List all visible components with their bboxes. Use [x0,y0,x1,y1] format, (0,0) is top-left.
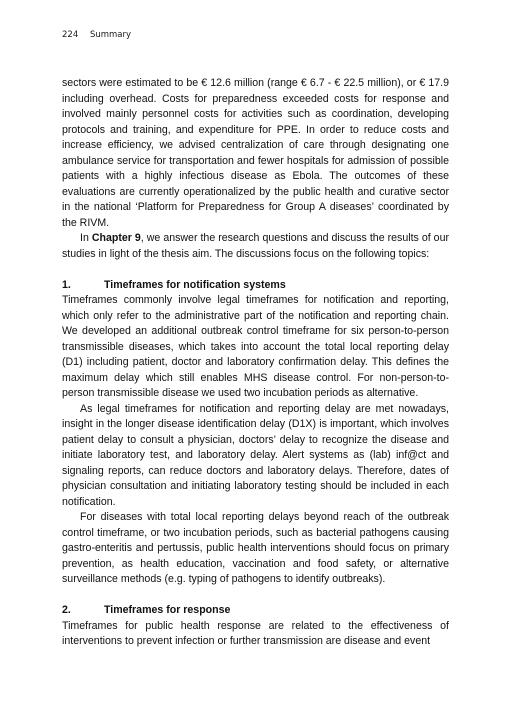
paragraph: Timeframes for public health response are related to the effectiveness of interventions to prevent infection or further transmission are disease and event [62,619,449,647]
paragraph-text: In [80,232,92,244]
paragraph: Timeframes commonly involve legal timeframes for notification and reporting, which only refer to the administrative part of the notification and reporting chain. We developed an additional outbreak control timeframe for six person-to-person transmissible diseases, which takes into account the total local reporting delay (D1) including patient, doctor and laboratory confirmation delay. This defines the maximum delay which still enables MHS disease control. For non-person-to-person transmissible disease we used two incubation periods as alternative. [62,294,449,399]
section-title: Summary [89,30,132,40]
heading-number: 2. [62,604,71,616]
running-header [62,30,131,40]
paragraph [62,231,449,262]
section-heading [62,278,449,294]
paragraph: For diseases with total local reporting delays beyond reach of the outbreak control timeframe, or two incubation periods, such as bacterial pathogens causing gastro-enteritis and pertussis, public health interventions should focus on primary prevention, as health education, vaccination and food safety, or alternative surveillance methods (e.g. typing of pathogens to identify outbreaks). [62,511,449,585]
paragraph: sectors were estimated to be € 12.6 million (range € 6.7 - € 22.5 million), or € 17.9 including overhead. Costs for preparedness exceeded costs for response and involved mainly personnel costs for activities such as coordination, developing protocols and training, and expenditure for PPE. In order to reduce costs and increase efficiency, we advised centralization of care through designating one ambulance service for transportation and fewer hospitals for admission of possible patients with a highly infectious disease as Ebola. The outcomes of these evaluations are currently operationalized by the public health and curative sector in the national ‘Platform for Preparedness for Group A diseases’ coordinated by the RIVM. [62,77,449,229]
page-number: 224 [62,30,79,40]
heading-title: Timeframes for notification systems [104,278,286,291]
body-text [62,76,449,650]
paragraph: As legal timeframes for notification and reporting delay are met nowadays, insight in the longer disease identification delay (D1X) is important, which involves patient delay to consult a physician, doctors’ delay to recognize the disease and initiate laboratory test, and laboratory delay. Alert systems as (lab) inf@ct and signaling reports, can reduce doctors and laboratory delays. Therefore, dates of physician consultation and initiating laboratory testing should be included in each notification. [62,402,449,508]
heading-number: 1. [62,278,71,291]
section-heading [62,603,449,619]
heading-title: Timeframes for response [104,604,231,616]
paragraph-text: , we answer the research questions and discuss the results of our studies in light of the thesis aim. The discussions focus on the following topics: [62,232,449,260]
chapter-reference: Chapter 9 [91,232,141,244]
